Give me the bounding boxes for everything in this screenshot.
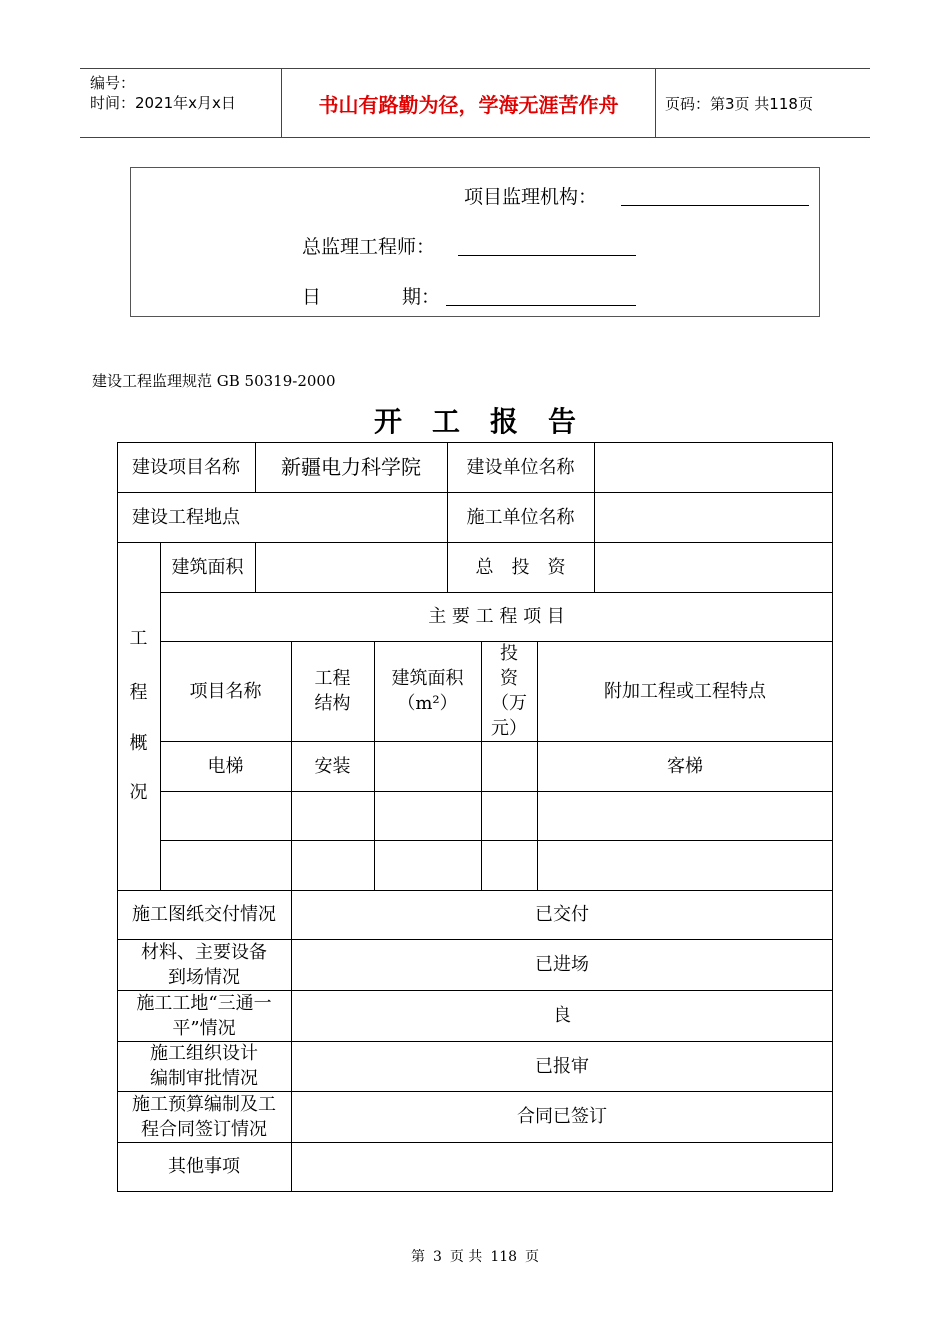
chief-label: 总监理工程师： [302,236,436,258]
status-label: 施工工地“三通一 平”情况 [136,992,272,1039]
project-name-value[interactable]: 新疆电力科学院 [281,454,421,479]
footer-mid: 页 共 [449,1249,483,1265]
table-cell[interactable]: 安装 [314,755,351,777]
table-cell[interactable] [537,840,833,890]
status-value[interactable]: 已报审 [535,1055,589,1077]
overview-label-char: 工 [129,627,148,649]
table-cell[interactable]: 客梯 [667,755,703,777]
standard-code: 建设工程监理规范 GB 50319-2000 [92,372,336,390]
table-cell[interactable] [537,791,833,840]
site-label: 建设工程地点 [132,506,240,528]
contractor-value[interactable] [594,492,833,542]
page-footer [0,1246,950,1266]
status-label: 材料、主要设备 到场情况 [141,941,267,988]
page-header [80,68,870,138]
status-value[interactable] [291,1142,833,1191]
investment-label: 总 投 资 [475,556,566,578]
col-header: 投 资 （万 元） [491,643,527,739]
table-cell[interactable]: 电梯 [207,755,244,777]
table-cell[interactable] [291,840,374,890]
table-cell[interactable] [160,791,291,840]
number-label: 编号： [90,74,136,92]
footer-prefix: 第 [410,1249,425,1265]
col-header: 工程 结构 [314,668,351,714]
signature-box [130,167,820,317]
project-name-label: 建设项目名称 [132,456,240,478]
footer-page-number: 3 [432,1249,442,1265]
date-label-1: 日 [302,286,322,308]
table-cell[interactable] [291,791,374,840]
table-cell[interactable] [374,791,481,840]
report-title: 开工报告 [373,405,606,438]
start-report-table [117,442,833,1192]
status-value[interactable]: 合同已签订 [517,1106,607,1127]
status-label: 施工预算编制及工 程合同签订情况 [132,1093,276,1140]
date-line[interactable] [446,305,636,306]
site-value[interactable] [255,492,447,542]
header-meta [80,69,281,137]
table-cell[interactable] [374,840,481,890]
header-motto: 书山有路勤为径，学海无涯苦作舟 [281,69,656,137]
table-cell[interactable] [481,791,537,840]
col-header: 附加工程或工程特点 [604,680,766,702]
area-label: 建筑面积 [171,556,244,578]
org-signature-line[interactable] [621,205,809,206]
status-label: 施工组织设计 编制审批情况 [150,1043,258,1089]
overview-label-char: 况 [129,781,148,803]
header-page-info: 页码：第3页 共118页 [665,94,813,113]
table-cell[interactable] [481,840,537,890]
owner-value[interactable] [594,442,833,492]
contractor-label: 施工单位名称 [466,506,575,528]
overview-label-char: 概 [129,732,148,754]
chief-signature-line[interactable] [458,255,636,256]
footer-total: 118 [490,1249,518,1265]
status-value[interactable]: 已交付 [535,904,589,925]
table-cell[interactable] [374,741,481,791]
status-label: 施工图纸交付情况 [132,904,276,925]
status-value[interactable]: 良 [553,1005,571,1026]
investment-value[interactable] [594,542,833,592]
owner-label: 建设单位名称 [466,456,575,478]
status-label: 其他事项 [168,1156,240,1177]
grid-line [117,1191,833,1192]
col-header: 项目名称 [189,680,262,702]
overview-label-char: 程 [129,681,148,703]
table-cell[interactable] [481,741,537,791]
table-cell[interactable] [160,840,291,890]
org-label: 项目监理机构： [464,186,598,208]
time-label: 时间：2021年x月x日 [90,94,236,112]
status-value[interactable]: 已进场 [535,954,589,975]
area-value[interactable] [255,542,447,592]
footer-suffix: 页 [525,1249,540,1265]
main-items-label: 主 要 工 程 项 目 [428,606,565,627]
col-header: 建筑面积 （m²） [391,668,464,714]
date-label-2: 期： [402,286,441,308]
